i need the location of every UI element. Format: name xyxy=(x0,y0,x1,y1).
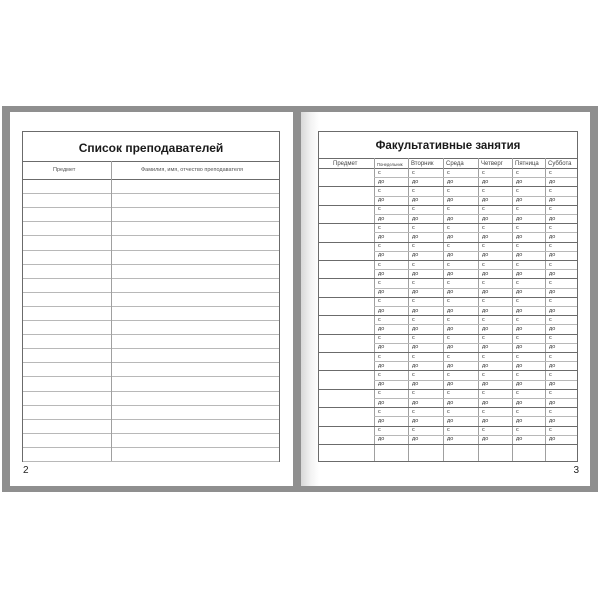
time-from-label: с xyxy=(378,353,381,360)
table-row-line xyxy=(23,292,279,293)
time-from-label: с xyxy=(447,206,450,213)
right-page xyxy=(301,112,590,486)
time-from-label: с xyxy=(412,335,415,342)
table-row-line xyxy=(23,461,279,462)
time-from-label: с xyxy=(412,169,415,176)
time-from-label: с xyxy=(447,335,450,342)
time-to-label: до xyxy=(447,233,454,240)
time-from-label: с xyxy=(447,224,450,231)
time-from-label: с xyxy=(412,224,415,231)
column-header-day: Понедельник xyxy=(377,162,403,167)
time-to-label: до xyxy=(516,344,523,351)
column-header-day: Пятница xyxy=(515,161,539,167)
time-from-label: с xyxy=(482,371,485,378)
time-to-label: до xyxy=(378,325,385,332)
time-from-label: с xyxy=(549,187,552,194)
page-title: Факультативные занятия xyxy=(375,140,521,152)
slot-row-line xyxy=(319,444,577,445)
slot-half-line xyxy=(374,177,577,178)
time-to-label: до xyxy=(549,252,556,259)
time-to-label: до xyxy=(412,307,419,314)
time-to-label: до xyxy=(378,270,385,277)
table-row-line xyxy=(23,193,279,194)
time-from-label: с xyxy=(412,408,415,415)
time-from-label: с xyxy=(378,427,381,434)
time-to-label: до xyxy=(549,215,556,222)
time-from-label: с xyxy=(482,390,485,397)
time-to-label: до xyxy=(378,215,385,222)
time-from-label: с xyxy=(516,224,519,231)
time-from-label: с xyxy=(516,316,519,323)
column-header-subject: Предмет xyxy=(333,161,358,167)
time-to-label: до xyxy=(549,399,556,406)
time-to-label: до xyxy=(516,178,523,185)
time-to-label: до xyxy=(412,233,419,240)
column-header-teacher-name: Фамилия, имя, отчество преподавателя xyxy=(141,167,243,173)
time-to-label: до xyxy=(412,344,419,351)
time-from-label: с xyxy=(378,224,381,231)
page-number: 2 xyxy=(23,465,29,476)
time-to-label: до xyxy=(516,215,523,222)
page-number: 3 xyxy=(573,465,579,476)
time-from-label: с xyxy=(378,169,381,176)
table-row-line xyxy=(23,405,279,406)
time-from-label: с xyxy=(549,316,552,323)
time-to-label: до xyxy=(482,252,489,259)
time-to-label: до xyxy=(482,381,489,388)
time-to-label: до xyxy=(447,215,454,222)
header-bottom-rule xyxy=(23,179,279,180)
slot-half-line xyxy=(374,214,577,215)
slot-half-line xyxy=(374,361,577,362)
column-header-day: Суббота xyxy=(548,161,572,167)
table-row-line xyxy=(23,348,279,349)
table-row-line xyxy=(23,264,279,265)
time-to-label: до xyxy=(447,417,454,424)
column-header-day: Среда xyxy=(446,161,464,167)
time-from-label: с xyxy=(516,353,519,360)
teachers-list-frame xyxy=(22,131,280,462)
time-from-label: с xyxy=(549,371,552,378)
time-from-label: с xyxy=(378,243,381,250)
time-from-label: с xyxy=(482,408,485,415)
time-to-label: до xyxy=(378,178,385,185)
time-from-label: с xyxy=(412,390,415,397)
slot-half-line xyxy=(374,416,577,417)
time-from-label: с xyxy=(516,371,519,378)
time-from-label: с xyxy=(447,353,450,360)
time-to-label: до xyxy=(378,381,385,388)
time-to-label: до xyxy=(378,436,385,443)
time-from-label: с xyxy=(549,243,552,250)
time-to-label: до xyxy=(516,325,523,332)
time-from-label: с xyxy=(412,187,415,194)
table-row-line xyxy=(23,433,279,434)
slot-half-line xyxy=(374,398,577,399)
time-from-label: с xyxy=(412,316,415,323)
time-from-label: с xyxy=(549,261,552,268)
table-top-rule xyxy=(319,158,577,159)
time-to-label: до xyxy=(516,252,523,259)
time-from-label: с xyxy=(516,408,519,415)
time-from-label: с xyxy=(482,261,485,268)
time-from-label: с xyxy=(447,390,450,397)
time-to-label: до xyxy=(549,344,556,351)
teachers-table xyxy=(23,161,279,461)
time-to-label: до xyxy=(482,399,489,406)
electives-table xyxy=(319,158,577,461)
time-to-label: до xyxy=(516,362,523,369)
time-from-label: с xyxy=(447,316,450,323)
time-from-label: с xyxy=(412,206,415,213)
table-row-line xyxy=(23,391,279,392)
time-from-label: с xyxy=(516,298,519,305)
time-to-label: до xyxy=(516,417,523,424)
table-row-line xyxy=(23,221,279,222)
time-to-label: до xyxy=(412,270,419,277)
time-to-label: до xyxy=(378,344,385,351)
time-from-label: с xyxy=(412,427,415,434)
time-to-label: до xyxy=(378,307,385,314)
time-from-label: с xyxy=(482,187,485,194)
time-from-label: с xyxy=(482,353,485,360)
time-from-label: с xyxy=(378,316,381,323)
time-to-label: до xyxy=(378,399,385,406)
time-to-label: до xyxy=(549,381,556,388)
time-to-label: до xyxy=(412,362,419,369)
column-header-subject: Предмет xyxy=(53,167,76,173)
time-from-label: с xyxy=(482,206,485,213)
time-to-label: до xyxy=(516,381,523,388)
time-to-label: до xyxy=(549,417,556,424)
page-title: Список преподавателей xyxy=(78,141,224,155)
time-from-label: с xyxy=(378,298,381,305)
time-to-label: до xyxy=(412,178,419,185)
time-from-label: с xyxy=(516,243,519,250)
time-to-label: до xyxy=(482,325,489,332)
time-from-label: с xyxy=(412,243,415,250)
time-to-label: до xyxy=(549,362,556,369)
time-to-label: до xyxy=(447,325,454,332)
header-bottom-rule xyxy=(319,168,577,169)
table-row-line xyxy=(23,334,279,335)
slot-half-line xyxy=(374,269,577,270)
slot-half-line xyxy=(374,196,577,197)
time-from-label: с xyxy=(549,427,552,434)
time-from-label: с xyxy=(482,243,485,250)
time-from-label: с xyxy=(549,335,552,342)
time-from-label: с xyxy=(378,206,381,213)
time-to-label: до xyxy=(412,417,419,424)
slot-half-line xyxy=(374,324,577,325)
time-to-label: до xyxy=(378,289,385,296)
time-to-label: до xyxy=(378,362,385,369)
time-to-label: до xyxy=(412,399,419,406)
column-divider xyxy=(111,161,112,461)
time-to-label: до xyxy=(549,325,556,332)
time-from-label: с xyxy=(378,408,381,415)
time-from-label: с xyxy=(378,187,381,194)
time-to-label: до xyxy=(447,252,454,259)
time-to-label: до xyxy=(516,307,523,314)
time-to-label: до xyxy=(482,215,489,222)
time-to-label: до xyxy=(447,344,454,351)
time-to-label: до xyxy=(447,362,454,369)
time-from-label: с xyxy=(549,408,552,415)
slot-half-line xyxy=(374,251,577,252)
time-to-label: до xyxy=(378,197,385,204)
time-from-label: с xyxy=(482,298,485,305)
time-to-label: до xyxy=(378,233,385,240)
left-page xyxy=(10,112,293,486)
slot-half-line xyxy=(374,288,577,289)
time-from-label: с xyxy=(412,298,415,305)
column-header-day: Вторник xyxy=(411,161,434,167)
slot-half-line xyxy=(374,435,577,436)
time-to-label: до xyxy=(482,436,489,443)
time-from-label: с xyxy=(378,371,381,378)
time-to-label: до xyxy=(482,197,489,204)
time-to-label: до xyxy=(549,178,556,185)
time-from-label: с xyxy=(482,279,485,286)
time-to-label: до xyxy=(482,233,489,240)
time-from-label: с xyxy=(549,390,552,397)
time-from-label: с xyxy=(516,187,519,194)
time-to-label: до xyxy=(549,289,556,296)
time-from-label: с xyxy=(549,206,552,213)
table-row-line xyxy=(23,376,279,377)
time-to-label: до xyxy=(447,381,454,388)
time-to-label: до xyxy=(412,325,419,332)
time-to-label: до xyxy=(516,436,523,443)
table-row-line xyxy=(23,447,279,448)
time-to-label: до xyxy=(378,252,385,259)
time-to-label: до xyxy=(516,197,523,204)
time-to-label: до xyxy=(516,289,523,296)
time-from-label: с xyxy=(516,427,519,434)
time-from-label: с xyxy=(412,279,415,286)
slot-row-line xyxy=(319,352,577,353)
time-from-label: с xyxy=(482,316,485,323)
table-row-line xyxy=(23,278,279,279)
time-from-label: с xyxy=(447,371,450,378)
time-to-label: до xyxy=(482,417,489,424)
time-to-label: до xyxy=(482,289,489,296)
time-to-label: до xyxy=(447,270,454,277)
table-row-line xyxy=(23,306,279,307)
time-from-label: с xyxy=(378,279,381,286)
time-to-label: до xyxy=(516,233,523,240)
time-from-label: с xyxy=(447,298,450,305)
slot-half-line xyxy=(374,306,577,307)
time-to-label: до xyxy=(447,399,454,406)
time-from-label: с xyxy=(549,224,552,231)
table-row-line xyxy=(23,320,279,321)
table-row-line xyxy=(23,207,279,208)
time-to-label: до xyxy=(482,344,489,351)
time-to-label: до xyxy=(482,362,489,369)
time-from-label: с xyxy=(412,353,415,360)
time-to-label: до xyxy=(412,381,419,388)
notebook-spread xyxy=(2,106,598,492)
slot-half-line xyxy=(374,232,577,233)
table-row-line xyxy=(23,235,279,236)
time-from-label: с xyxy=(549,298,552,305)
slot-half-line xyxy=(374,343,577,344)
time-to-label: до xyxy=(378,417,385,424)
time-to-label: до xyxy=(412,436,419,443)
time-from-label: с xyxy=(412,261,415,268)
time-from-label: с xyxy=(447,187,450,194)
time-to-label: до xyxy=(549,233,556,240)
slot-half-line xyxy=(374,380,577,381)
table-row-line xyxy=(23,250,279,251)
time-from-label: с xyxy=(447,261,450,268)
time-from-label: с xyxy=(482,224,485,231)
time-to-label: до xyxy=(482,270,489,277)
time-from-label: с xyxy=(549,353,552,360)
time-to-label: до xyxy=(549,270,556,277)
time-to-label: до xyxy=(412,289,419,296)
time-to-label: до xyxy=(516,270,523,277)
time-from-label: с xyxy=(549,169,552,176)
time-to-label: до xyxy=(447,289,454,296)
time-from-label: с xyxy=(378,390,381,397)
table-top-rule xyxy=(23,161,279,162)
time-from-label: с xyxy=(378,335,381,342)
time-to-label: до xyxy=(412,215,419,222)
table-row-line xyxy=(23,419,279,420)
table-row-line xyxy=(23,362,279,363)
time-from-label: с xyxy=(482,335,485,342)
time-from-label: с xyxy=(516,206,519,213)
time-from-label: с xyxy=(516,279,519,286)
time-to-label: до xyxy=(447,307,454,314)
time-to-label: до xyxy=(482,178,489,185)
time-to-label: до xyxy=(549,197,556,204)
time-to-label: до xyxy=(447,197,454,204)
time-to-label: до xyxy=(412,252,419,259)
time-to-label: до xyxy=(412,197,419,204)
time-from-label: с xyxy=(482,169,485,176)
time-to-label: до xyxy=(447,436,454,443)
time-from-label: с xyxy=(447,427,450,434)
time-to-label: до xyxy=(549,436,556,443)
electives-frame xyxy=(318,131,578,462)
time-from-label: с xyxy=(516,169,519,176)
time-from-label: с xyxy=(516,335,519,342)
time-to-label: до xyxy=(482,307,489,314)
time-from-label: с xyxy=(549,279,552,286)
time-to-label: до xyxy=(516,399,523,406)
time-from-label: с xyxy=(482,427,485,434)
time-to-label: до xyxy=(549,307,556,314)
time-from-label: с xyxy=(378,261,381,268)
time-from-label: с xyxy=(412,371,415,378)
column-header-day: Четверг xyxy=(481,161,503,167)
time-from-label: с xyxy=(516,390,519,397)
time-from-label: с xyxy=(447,408,450,415)
time-from-label: с xyxy=(516,261,519,268)
time-from-label: с xyxy=(447,169,450,176)
time-from-label: с xyxy=(447,279,450,286)
slot-row-line xyxy=(319,260,577,261)
time-to-label: до xyxy=(447,178,454,185)
time-from-label: с xyxy=(447,243,450,250)
